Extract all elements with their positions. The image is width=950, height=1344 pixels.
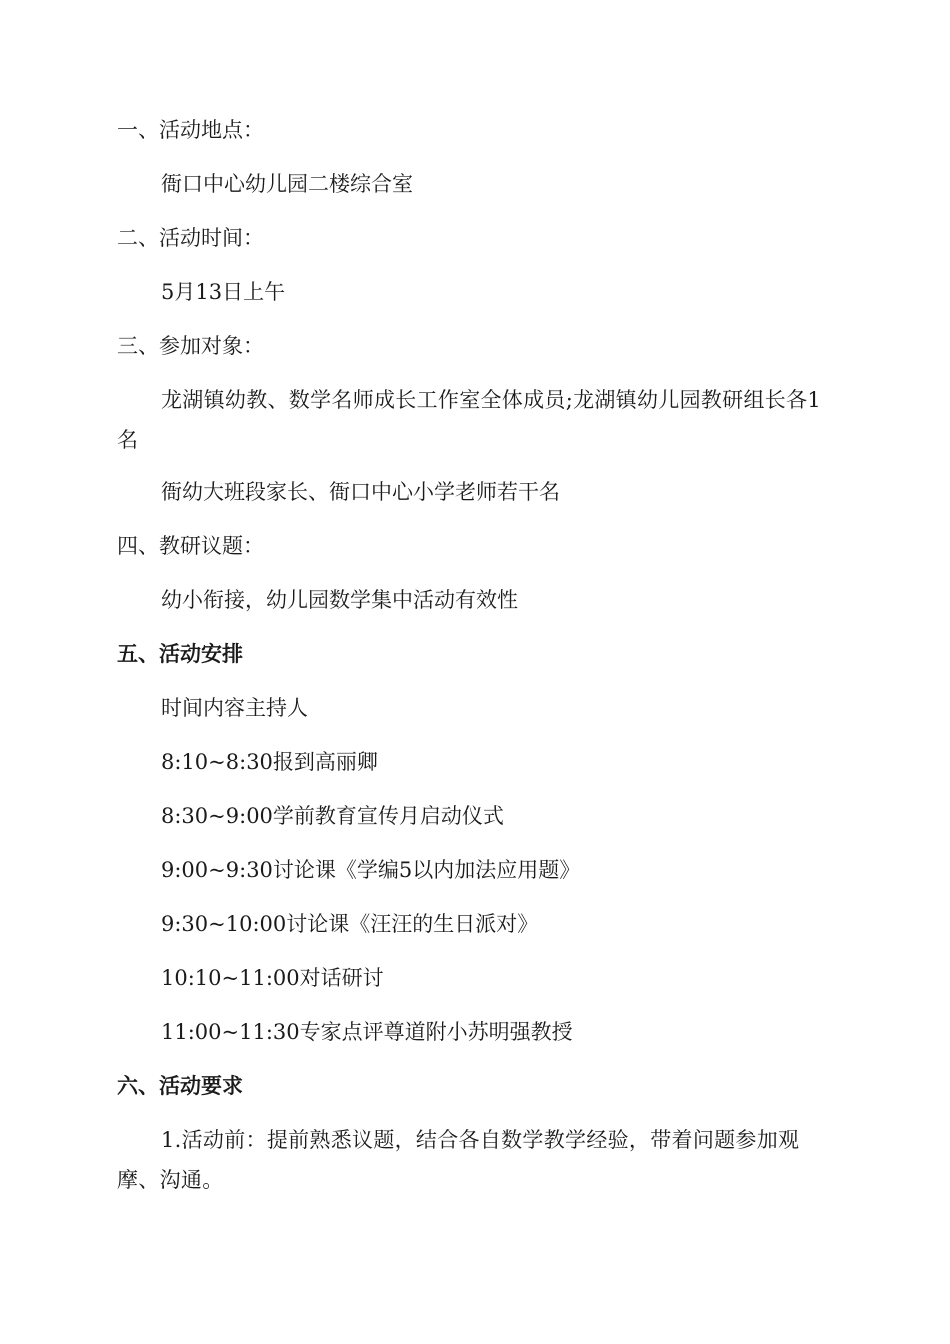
schedule-item: 10:10~11:00对话研讨 (161, 966, 384, 990)
section-heading-time: 二、活动时间： (117, 226, 264, 250)
schedule-item: 11:00~11:30专家点评尊道附小苏明强教授 (161, 1020, 573, 1044)
section-heading-location: 一、活动地点： (117, 118, 264, 142)
section-heading-schedule: 五、活动安排 (117, 641, 243, 666)
time-text: 5月13日上午 (161, 280, 286, 304)
schedule-item: 8:10~8:30报到高丽卿 (161, 750, 378, 774)
requirements-text: 1.活动前：提前熟悉议题，结合各自数学教学经验，带着问题参加观摩、沟通。 (117, 1128, 800, 1192)
participants-text-2: 衙幼大班段家长、衙口中心小学老师若干名 (161, 480, 560, 504)
schedule-header: 时间内容主持人 (161, 696, 308, 720)
location-text: 衙口中心幼儿园二楼综合室 (161, 172, 413, 196)
schedule-item: 8:30~9:00学前教育宣传月启动仪式 (161, 804, 504, 828)
section-heading-requirements: 六、活动要求 (117, 1073, 243, 1098)
participants-text-1: 龙湖镇幼教、数学名师成长工作室全体成员;龙湖镇幼儿园教研组长各1名 (117, 388, 822, 452)
topic-text: 幼小衔接，幼儿园数学集中活动有效性 (161, 588, 518, 612)
schedule-item: 9:00~9:30讨论课《学编5以内加法应用题》 (161, 858, 581, 882)
section-heading-participants: 三、参加对象： (117, 334, 264, 358)
section-heading-topic: 四、教研议题： (117, 534, 264, 558)
schedule-item: 9:30~10:00讨论课《汪汪的生日派对》 (161, 912, 539, 936)
